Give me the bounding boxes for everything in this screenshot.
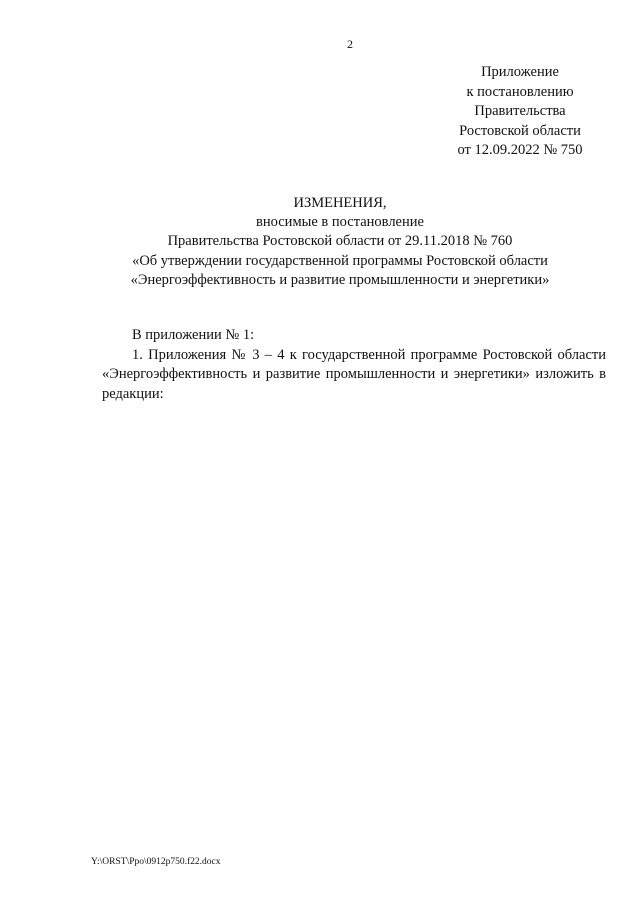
- title-line: Правительства Ростовской области от 29.11.2018 № 760: [167, 233, 513, 250]
- page-number: 2: [347, 37, 353, 51]
- footer-file-path: Y:\ORST\Ppo\0912p750.f22.docx: [91, 857, 221, 867]
- document-body: [102, 326, 606, 404]
- title-line: «Об утверждении государственной программы Ростовской области: [132, 252, 548, 269]
- body-intro: В приложении № 1:: [132, 327, 255, 343]
- appendix-line: Приложение: [481, 64, 559, 80]
- appendix-line: Ростовской области: [459, 122, 581, 139]
- title-line: вносимые в постановление: [256, 214, 424, 231]
- appendix-line: Правительства: [474, 103, 566, 119]
- document-title: [90, 194, 590, 290]
- appendix-reference: [440, 63, 600, 161]
- title-heading: ИЗМЕНЕНИЯ,: [293, 195, 387, 211]
- appendix-line: к постановлению: [466, 83, 574, 100]
- body-item-1: 1. Приложения № 3 – 4 к государственной программе Ростовской области «Энергоэффективность и развитие промышленности и энергетики» изложить в редакции:: [102, 346, 606, 402]
- appendix-line: от 12.09.2022 № 750: [457, 142, 583, 158]
- title-line: «Энергоэффективность и развитие промышленности и энергетики»: [130, 271, 550, 288]
